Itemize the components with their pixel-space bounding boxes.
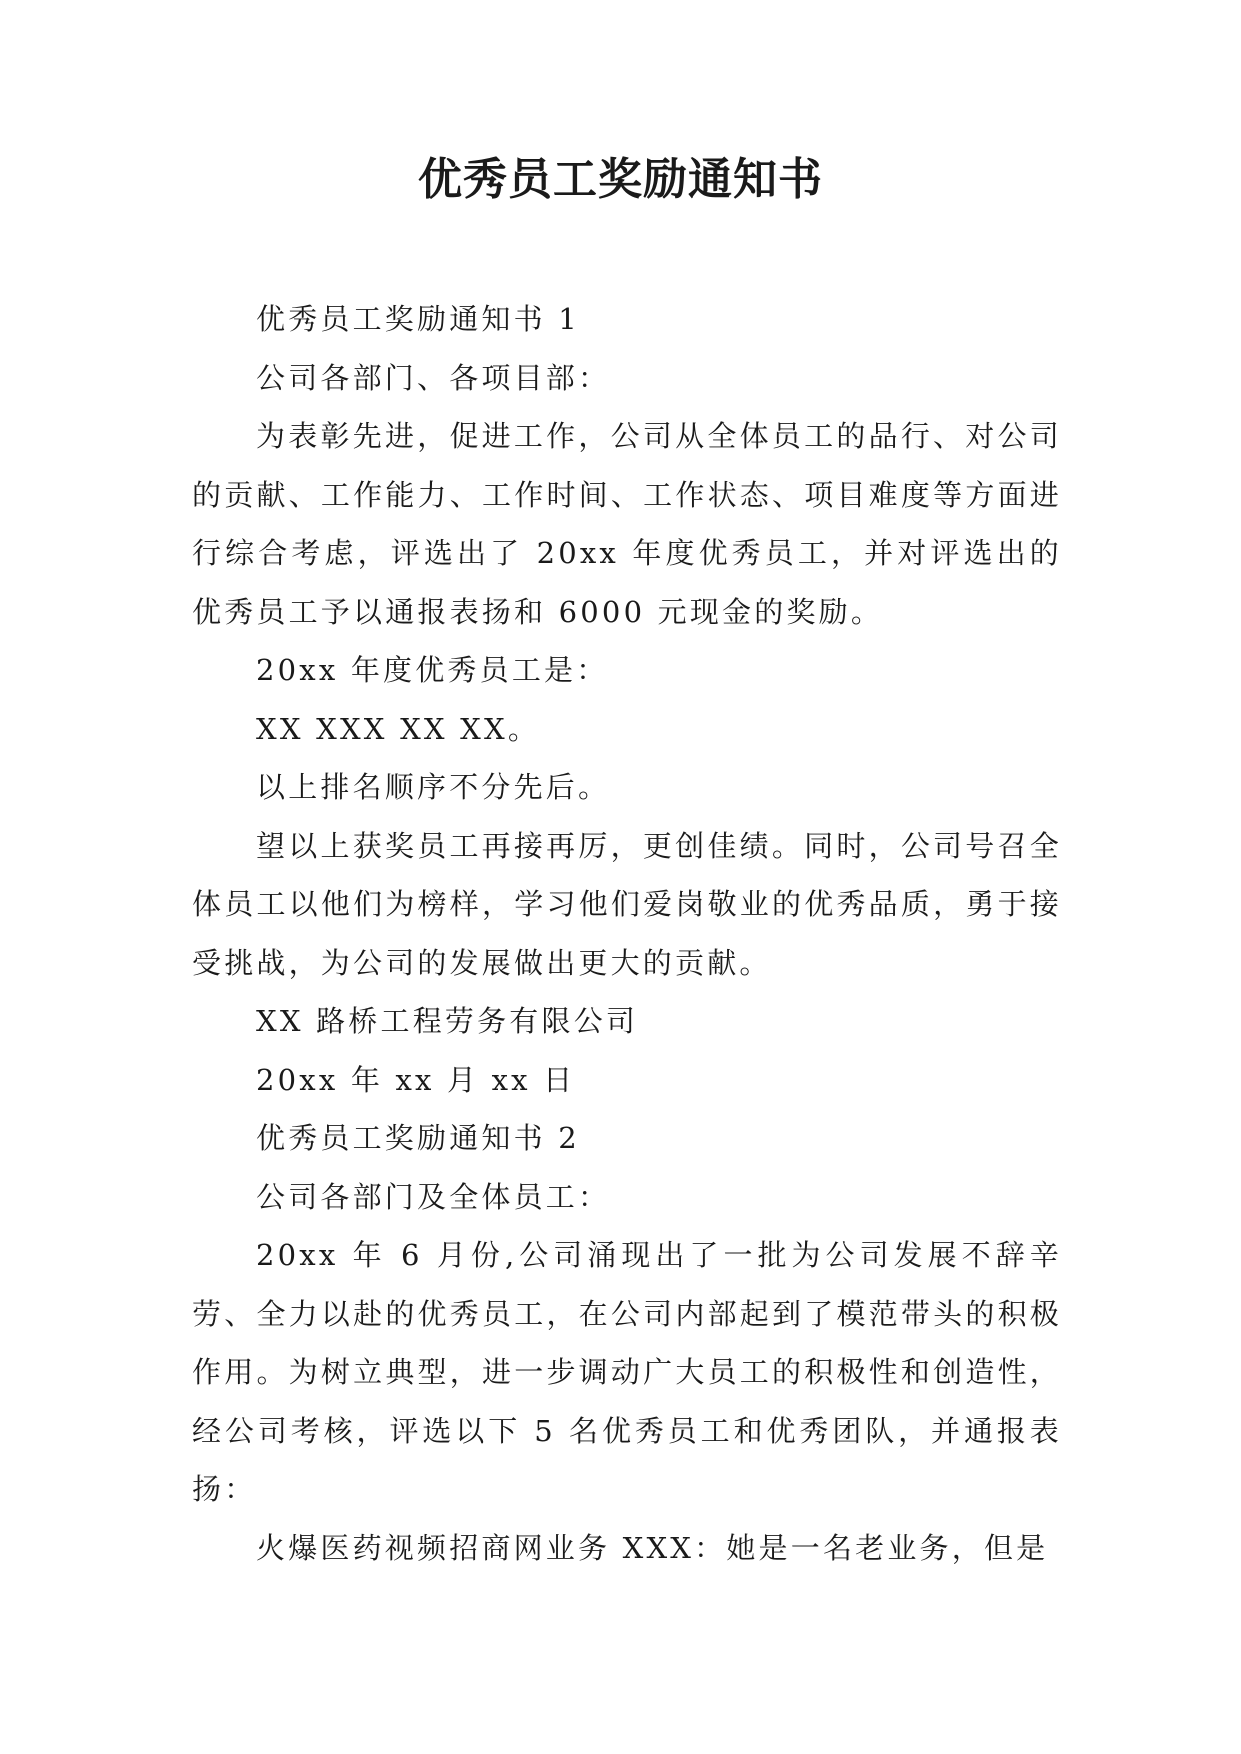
salutation-1: 公司各部门、各项目部： [256,360,611,395]
paragraph-encouragement: 望以上获奖员工再接再厉，更创佳绩。同时，公司号召全体员工以他们为榜样，学习他们爱岗敬业的优秀品质，勇于接受挑战，为公司的发展做出更大的贡献。 [192,828,1062,980]
paragraph-commendation: 为表彰先进，促进工作，公司从全体员工的品行、对公司的贡献、工作能力、工作时间、工作状态、项目难度等方面进行综合考虑，评选出了 20xx 年度优秀员工，并对评选出的优秀员工予以通报表扬和 6000 元现金的奖励。 [192,419,1062,629]
section-heading-1: 优秀员工奖励通知书 1 [256,302,580,336]
document-title: 优秀员工奖励通知书 [418,154,823,205]
paragraph-employee-profile: 火爆医药视频招商网业务 XXX：她是一名老业务，但是 [256,1530,1049,1565]
paragraph-order-note: 以上排名顺序不分先后。 [256,770,611,804]
paragraph-june-announcement: 20xx 年 6 月份,公司涌现出了一批为公司发展不辞辛劳、全力以赴的优秀员工，在公司内部起到了模范带头的积极作用。为树立典型，进一步调动广大员工的积极性和创造性，经公司考核，评选以下 5 名优秀员工和优秀团队，并通报表扬： [192,1238,1062,1506]
signature-company: XX 路桥工程劳务有限公司 [256,1004,639,1038]
paragraph-winners-intro: 20xx 年度优秀员工是： [256,653,609,687]
paragraph-winners-list: XX XXX XX XX。 [256,711,541,746]
salutation-2: 公司各部门及全体员工： [256,1179,611,1214]
signature-date: 20xx 年 xx 月 xx 日 [256,1062,576,1097]
document-body [192,290,1062,1577]
section-heading-2: 优秀员工奖励通知书 2 [256,1121,580,1155]
